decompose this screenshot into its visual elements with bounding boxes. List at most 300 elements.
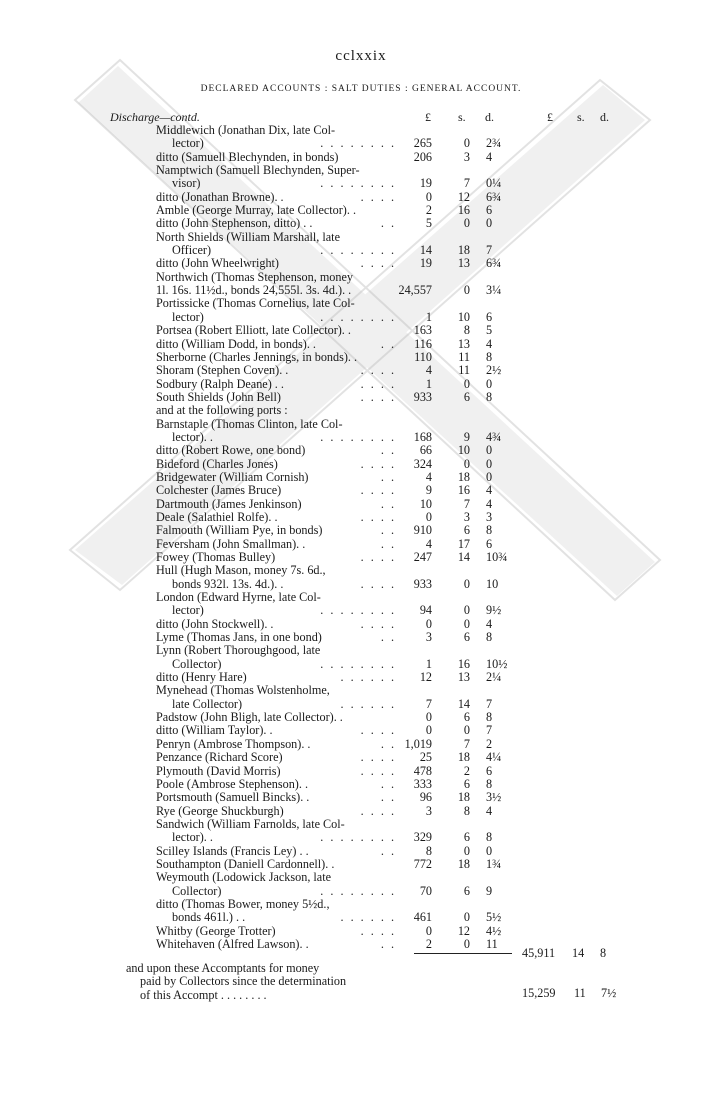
leader-dots: . . (380, 217, 396, 231)
entry-label: Officer) (172, 243, 212, 258)
amount-pounds: 70 (419, 883, 432, 898)
table-row (0, 938, 722, 951)
entry-label: Shoram (Stephen Coven). . (156, 363, 289, 378)
amount-pence: 7 (486, 243, 493, 258)
leader-dots: . . . . (360, 377, 396, 391)
table-row (0, 671, 722, 684)
table-row (0, 765, 722, 778)
table-row (0, 738, 722, 751)
entry-label: 1l. 16s. 11½d., bonds 24,555l. 3s. 4d.). . (156, 283, 352, 298)
amount-pounds: 0 (425, 923, 432, 938)
leader-dots: . . . . (360, 190, 396, 204)
amount-shillings: 13 (457, 670, 470, 685)
leader-dots: . . . . (360, 484, 396, 498)
amount-shillings: 11 (458, 349, 470, 364)
table-row (0, 524, 722, 537)
table-row (0, 137, 722, 150)
table-row (0, 604, 722, 617)
leader-dots: . . (380, 470, 396, 484)
entry-label: ditto (Thomas Bower, money 5½d., (156, 896, 330, 911)
amount-pounds: 933 (413, 389, 432, 404)
leader-dots: . . . . (360, 617, 396, 631)
leader-dots: . . . . . . (340, 671, 396, 685)
amount-shillings: 18 (457, 750, 470, 765)
entry-label: Bridgewater (William Cornish) (156, 469, 309, 484)
amount-pence: 10 (486, 576, 499, 591)
amount-shillings: 16 (457, 656, 470, 671)
table-row (0, 124, 722, 137)
entry-label: Hull (Hugh Mason, money 7s. 6d., (156, 563, 326, 578)
running-header: DECLARED ACCOUNTS : SALT DUTIES : GENERAL ACCOUNT. (200, 84, 522, 94)
table-row (0, 297, 722, 310)
amount-shillings: 9 (463, 429, 470, 444)
amount-shillings: 0 (463, 456, 470, 471)
page-number: cclxxix (335, 48, 387, 64)
leader-dots: . . (380, 937, 396, 951)
amount-shillings: 0 (463, 603, 470, 618)
leader-dots: . . . . (360, 577, 396, 591)
amount-pounds: 333 (413, 776, 432, 791)
table-row (0, 204, 722, 217)
col-header-pounds-2: £ (547, 110, 553, 124)
amount-pence: 4 (486, 616, 493, 631)
table-row (0, 471, 722, 484)
amount-pounds: 4 (425, 536, 432, 551)
amount-pounds: 9 (425, 483, 432, 498)
entry-label: Portissicke (Thomas Cornelius, late Col- (156, 296, 355, 311)
table-row (0, 698, 722, 711)
entry-label: ditto (John Stephenson, ditto) . . (156, 216, 313, 231)
entry-label: London (Edward Hyrne, late Col- (156, 590, 321, 605)
amount-pounds: 933 (413, 576, 432, 591)
leader-dots: . . . . (360, 457, 396, 471)
leader-dots: . . (380, 537, 396, 551)
amount-pounds: 19 (419, 256, 432, 271)
table-row (0, 831, 722, 844)
amount-pence: 0 (486, 376, 493, 391)
amount-pence: 3¼ (486, 283, 502, 298)
amount-pence: 4¾ (486, 429, 502, 444)
leader-dots: . . . . . . . . (320, 244, 396, 258)
amount-pence: 8 (486, 349, 493, 364)
amount-pounds: 116 (414, 336, 432, 351)
entry-label: ditto (William Dodd, in bonds). . (156, 336, 316, 351)
entry-label: Northwich (Thomas Stephenson, money (156, 269, 353, 284)
amount-pounds: 94 (419, 603, 432, 618)
amount-pounds: 14 (419, 243, 432, 258)
amount-pence: 10½ (486, 656, 508, 671)
leader-dots: . . . . (360, 764, 396, 778)
col-header-pounds: £ (425, 110, 431, 124)
leader-dots: . . . . . . . . (320, 137, 396, 151)
amount-shillings: 6 (463, 710, 470, 725)
table-row (0, 751, 722, 764)
entry-label: Plymouth (David Morris) (156, 763, 281, 778)
table-row (0, 684, 722, 697)
entry-label: Fowey (Thomas Bulley) (156, 550, 276, 564)
amount-pounds: 1,019 (404, 736, 432, 751)
amount-shillings: 7 (463, 176, 470, 191)
table-row (0, 711, 722, 724)
table-row (0, 391, 722, 404)
amount-pence: 6¾ (486, 256, 502, 271)
amount-pounds: 772 (413, 856, 432, 871)
amount-shillings: 2 (463, 763, 470, 778)
entry-label: lector). . (172, 429, 213, 444)
amount-pence: 2¾ (486, 136, 502, 151)
subtotal-pounds: 45,911 (522, 946, 556, 960)
entry-label: Deale (Salathiel Rolfe). . (156, 509, 278, 524)
leader-dots: . . . . . . . . (320, 177, 396, 191)
leader-dots: . . (380, 777, 396, 791)
amount-pence: 0 (486, 469, 493, 484)
entry-label: ditto (Jonathan Browne). . (156, 189, 284, 204)
footer-line: and upon these Accomptants for money (126, 961, 320, 975)
entry-label: Lynn (Robert Thoroughgood, late (156, 643, 321, 658)
amount-shillings: 0 (463, 576, 470, 591)
table-row (0, 164, 722, 177)
table-row (0, 618, 722, 631)
leader-dots: . . . . . . . . (320, 884, 396, 898)
entry-label: lector) (172, 309, 204, 324)
amount-pence: 0 (486, 443, 493, 458)
amount-shillings: 6 (463, 776, 470, 791)
amount-pounds: 0 (425, 723, 432, 738)
leader-dots: . . (380, 631, 396, 645)
amount-pence: 3½ (486, 790, 502, 805)
leader-dots: . . (380, 524, 396, 538)
amount-shillings: 12 (457, 923, 470, 938)
amount-shillings: 0 (463, 723, 470, 738)
amount-pence: 8 (486, 630, 493, 645)
amount-pence: 2¼ (486, 670, 502, 685)
amount-shillings: 17 (457, 536, 470, 551)
leader-dots: . . . . . . (340, 911, 396, 925)
table-row (0, 885, 722, 898)
table-row (0, 538, 722, 551)
amount-pounds: 12 (419, 670, 432, 685)
leader-dots: . . . . . . . . (320, 604, 396, 618)
amount-pence: 11 (486, 936, 498, 951)
col-header-shillings-2: s. (577, 110, 585, 124)
entry-label: Sodbury (Ralph Deane) . . (156, 376, 284, 391)
amount-pence: 7 (486, 696, 493, 711)
amount-shillings: 18 (457, 790, 470, 805)
amount-pounds: 461 (413, 910, 432, 925)
table-row (0, 378, 722, 391)
table-row (0, 311, 722, 324)
amount-pounds: 329 (413, 830, 432, 845)
leader-dots: . . . . (360, 257, 396, 271)
entry-label: visor) (172, 176, 201, 191)
entry-label: ditto (John Stockwell). . (156, 616, 274, 631)
entry-label: Weymouth (Lodowick Jackson, late (156, 870, 332, 885)
amount-pounds: 96 (419, 790, 432, 805)
entry-label: Whitehaven (Alfred Lawson). . (156, 936, 309, 951)
amount-pounds: 1 (425, 656, 432, 671)
amount-pounds: 0 (425, 710, 432, 725)
table-row (0, 217, 722, 230)
amount-pence: 2 (486, 736, 493, 751)
table-row (0, 257, 722, 270)
table-row (0, 805, 722, 818)
amount-pence: 4 (486, 496, 493, 511)
amount-pence: 6 (486, 763, 493, 778)
amount-shillings: 0 (463, 376, 470, 391)
table-row (0, 818, 722, 831)
amount-pence: 0 (486, 843, 493, 858)
amount-pounds: 66 (419, 443, 432, 458)
entry-label: Middlewich (Jonathan Dix, late Col- (156, 123, 336, 137)
table-row (0, 898, 722, 911)
amount-pence: 4 (486, 483, 493, 498)
amount-pounds: 2 (425, 936, 432, 951)
table-row (0, 591, 722, 604)
entry-label: Portsea (Robert Elliott, late Collector). . (156, 323, 351, 338)
table-row (0, 791, 722, 804)
amount-shillings: 10 (457, 309, 470, 324)
amount-shillings: 0 (463, 283, 470, 298)
section-label: Discharge—contd. (110, 110, 200, 124)
second-total-shillings: 11 (574, 986, 586, 1000)
amount-pence: 4 (486, 149, 493, 164)
entry-label: Lyme (Thomas Jans, in one bond) (156, 630, 322, 645)
table-row (0, 404, 722, 417)
amount-shillings: 8 (463, 323, 470, 338)
leader-dots: . . . . (360, 551, 396, 564)
entry-label: South Shields (John Bell) (156, 389, 281, 404)
table-row (0, 271, 722, 284)
amount-shillings: 6 (463, 523, 470, 538)
amount-pounds: 247 (413, 550, 432, 564)
table-row (0, 871, 722, 884)
amount-pounds: 0 (425, 189, 432, 204)
table-row (0, 244, 722, 257)
table-row (0, 845, 722, 858)
leader-dots: . . . . (360, 724, 396, 738)
table-row (0, 458, 722, 471)
subtotal-pence: 8 (600, 946, 607, 960)
table-row (0, 284, 722, 297)
amount-pence: 4 (486, 803, 493, 818)
entry-label: ditto (William Taylor). . (156, 723, 273, 738)
amount-shillings: 0 (463, 910, 470, 925)
amount-shillings: 11 (458, 363, 470, 378)
amount-shillings: 16 (457, 203, 470, 218)
amount-shillings: 18 (457, 469, 470, 484)
amount-pence: 6 (486, 309, 493, 324)
amount-pence: 0 (486, 216, 493, 231)
footer-paragraph (126, 962, 346, 1002)
entry-label: Colchester (James Bruce) (156, 483, 282, 498)
amount-pounds: 19 (419, 176, 432, 191)
amount-shillings: 10 (457, 443, 470, 458)
amount-pence: 9½ (486, 603, 502, 618)
table-row (0, 631, 722, 644)
amount-shillings: 14 (457, 550, 470, 564)
entry-label: Whitby (George Trotter) (156, 923, 276, 938)
entry-label: ditto (John Wheelwright) (156, 256, 279, 271)
amount-shillings: 6 (463, 389, 470, 404)
table-row (0, 151, 722, 164)
amount-pence: 4 (486, 336, 493, 351)
entry-label: Falmouth (William Pye, in bonds) (156, 523, 323, 538)
entry-label: lector). . (172, 830, 213, 845)
amount-pence: 8 (486, 389, 493, 404)
amount-pence: 6 (486, 203, 493, 218)
leader-dots: . . . . . . (340, 697, 396, 711)
amount-pounds: 168 (413, 429, 432, 444)
amount-shillings: 13 (457, 256, 470, 271)
table-row (0, 925, 722, 938)
table-row (0, 551, 722, 564)
entry-label: Rye (George Shuckburgh) (156, 803, 284, 818)
amount-pounds: 163 (413, 323, 432, 338)
entry-label: Portsmouth (Samuell Bincks). . (156, 790, 310, 805)
entry-label: Collector) (172, 656, 222, 671)
amount-shillings: 16 (457, 483, 470, 498)
amount-pounds: 910 (413, 523, 432, 538)
amount-pounds: 206 (413, 149, 432, 164)
leader-dots: . . . . . . . . (320, 657, 396, 671)
entry-label: Namptwich (Samuell Blechynden, Super- (156, 163, 360, 178)
amount-pence: 0¼ (486, 176, 502, 191)
amount-shillings: 0 (463, 843, 470, 858)
leader-dots: . . . . . . . . (320, 831, 396, 845)
amount-pounds: 110 (414, 349, 432, 364)
amount-pounds: 5 (425, 216, 432, 231)
leader-dots: . . . . (360, 924, 396, 938)
amount-pence: 5½ (486, 910, 502, 925)
amount-pounds: 4 (425, 469, 432, 484)
table-row (0, 431, 722, 444)
entry-label: North Shields (William Marshall, late (156, 229, 340, 244)
amount-shillings: 7 (463, 496, 470, 511)
entry-label: ditto (Henry Hare) (156, 670, 247, 685)
table-row (0, 658, 722, 671)
entry-label: Scilley Islands (Francis Ley) . . (156, 843, 309, 858)
amount-shillings: 12 (457, 189, 470, 204)
amount-shillings: 7 (463, 736, 470, 751)
table-row (0, 564, 722, 577)
leader-dots: . . (380, 791, 396, 805)
subtotal-rule (414, 953, 512, 954)
table-row (0, 364, 722, 377)
amount-pence: 8 (486, 710, 493, 725)
entry-label: Sandwich (William Farnolds, late Col- (156, 816, 345, 831)
amount-shillings: 6 (463, 883, 470, 898)
table-row (0, 231, 722, 244)
entry-label: ditto (Robert Rowe, one bond) (156, 443, 306, 458)
entry-label: Penryn (Ambrose Thompson). . (156, 736, 311, 751)
second-total-pence: 7½ (601, 986, 617, 1000)
entry-label: and at the following ports : (156, 403, 288, 418)
entry-label: Dartmouth (James Jenkinson) (156, 496, 302, 511)
table-row (0, 911, 722, 924)
amount-pence: 4¼ (486, 750, 502, 765)
amount-pence: 1¾ (486, 856, 502, 871)
amount-pounds: 4 (425, 363, 432, 378)
entry-label: Feversham (John Smallman). . (156, 536, 306, 551)
amount-pence: 8 (486, 830, 493, 845)
entry-label: Padstow (John Bligh, late Collector). . (156, 710, 343, 725)
amount-pence: 8 (486, 523, 493, 538)
amount-pence: 0 (486, 456, 493, 471)
leader-dots: . . . . (360, 510, 396, 524)
entry-label: lector) (172, 136, 204, 151)
leader-dots: . . (380, 337, 396, 351)
amount-pounds: 0 (425, 616, 432, 631)
col-header-shillings: s. (458, 110, 466, 124)
amount-pounds: 3 (425, 630, 432, 645)
amount-pence: 10¾ (486, 550, 508, 564)
amount-shillings: 6 (463, 830, 470, 845)
leader-dots: . . (380, 444, 396, 458)
col-header-pence: d. (485, 110, 494, 124)
table-row (0, 338, 722, 351)
leader-dots: . . . . . . . . (320, 310, 396, 324)
amount-shillings: 18 (457, 856, 470, 871)
amount-pounds: 25 (419, 750, 432, 765)
amount-pence: 9 (486, 883, 493, 898)
table-row (0, 444, 722, 457)
entry-label: late Collector) (172, 696, 243, 711)
amount-pence: 3 (486, 509, 493, 524)
amount-shillings: 13 (457, 336, 470, 351)
table-row (0, 644, 722, 657)
table-row (0, 324, 722, 337)
amount-shillings: 0 (463, 216, 470, 231)
amount-pence: 4½ (486, 923, 502, 938)
entry-label: lector) (172, 603, 204, 618)
amount-pence: 8 (486, 776, 493, 791)
amount-shillings: 0 (463, 616, 470, 631)
amount-pounds: 10 (419, 496, 432, 511)
table-row (0, 418, 722, 431)
leader-dots: . . . . (360, 804, 396, 818)
amount-pounds: 0 (425, 509, 432, 524)
amount-pounds: 1 (425, 309, 432, 324)
table-row (0, 177, 722, 190)
amount-pounds: 265 (413, 136, 432, 151)
amount-shillings: 0 (463, 936, 470, 951)
amount-shillings: 8 (463, 803, 470, 818)
amount-shillings: 0 (463, 136, 470, 151)
leader-dots: . . . . . . . . (320, 430, 396, 444)
amount-pounds: 324 (413, 456, 432, 471)
amount-pounds: 8 (425, 843, 432, 858)
entry-label: Bideford (Charles Jones) (156, 456, 278, 471)
amount-pence: 6 (486, 536, 493, 551)
table-row (0, 191, 722, 204)
entry-label: Poole (Ambrose Stephenson). . (156, 776, 308, 791)
amount-pounds: 3 (425, 803, 432, 818)
entry-label: bonds 461l.) . . (172, 910, 246, 925)
entry-label: Mynehead (Thomas Wolstenholme, (156, 683, 330, 698)
account-entries (0, 124, 722, 951)
table-row (0, 778, 722, 791)
amount-pounds: 2 (425, 203, 432, 218)
footer-line: paid by Collectors since the determination (140, 974, 347, 989)
leader-dots: . . (380, 844, 396, 858)
amount-shillings: 14 (457, 696, 470, 711)
amount-pounds: 24,557 (398, 283, 432, 298)
leader-dots: . . (380, 497, 396, 511)
subtotal-shillings: 14 (572, 946, 585, 960)
leader-dots: . . . . (360, 390, 396, 404)
amount-shillings: 6 (463, 630, 470, 645)
amount-pounds: 7 (425, 696, 432, 711)
